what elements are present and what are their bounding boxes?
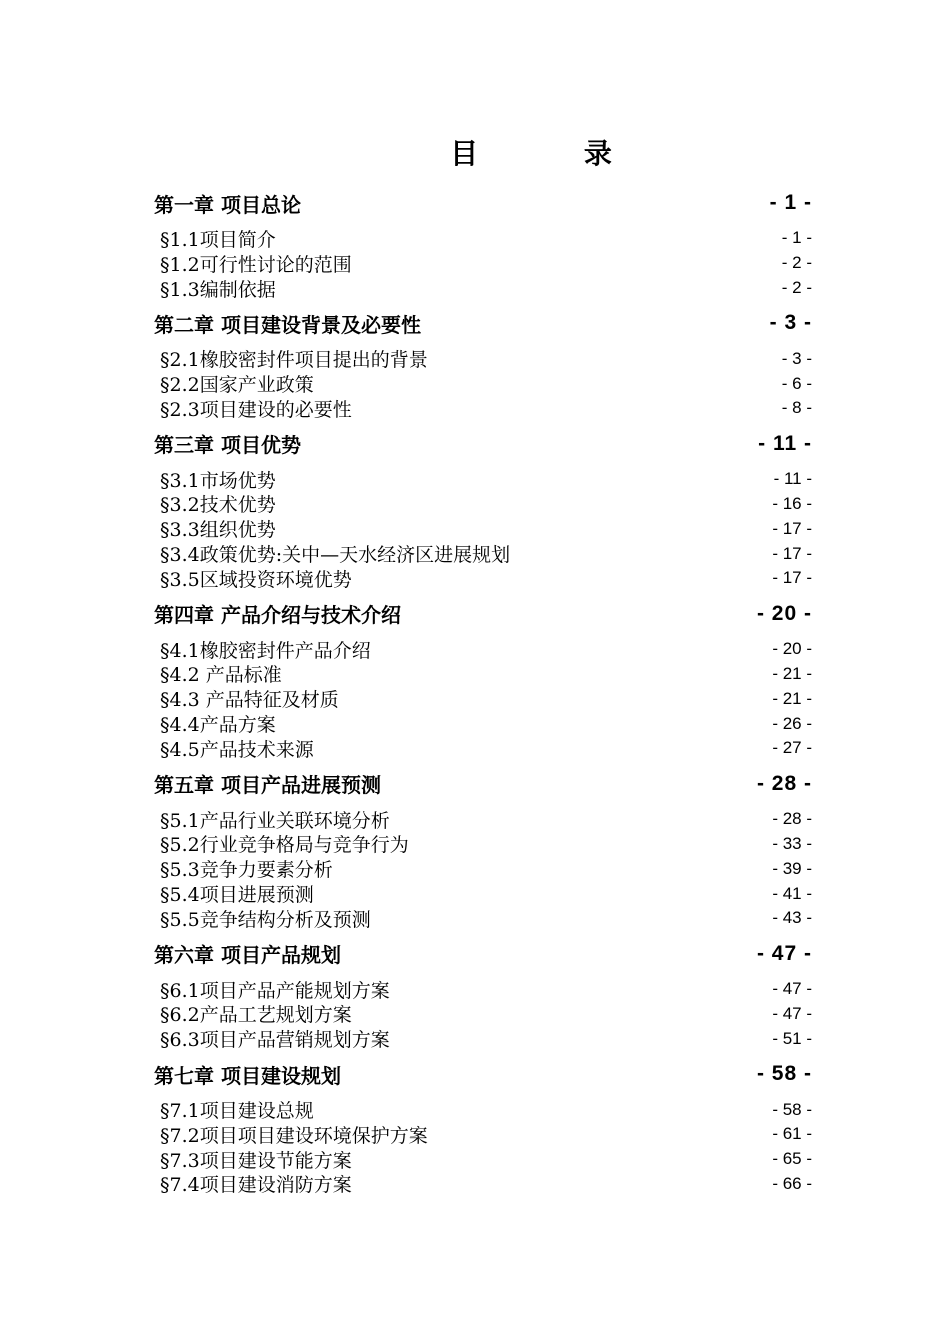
section-page-number: - 27 - [772,738,812,758]
section-title: §4.5产品技术来源 [160,738,314,761]
toc-chapter-row[interactable] [154,427,812,461]
section-title: §4.2 产品标准 [160,664,282,687]
toc-section-list [154,631,812,767]
toc-chapter-row[interactable] [154,937,812,971]
section-title: §3.5区域投资环境优势 [160,568,352,591]
toc-section-row[interactable] [154,467,812,492]
toc-section-list [154,340,812,426]
section-page-number: - 2 - [781,277,812,297]
toc-chapter-row[interactable] [154,767,812,801]
section-page-number: - 16 - [772,493,812,513]
section-page-number: - 51 - [772,1028,812,1048]
toc-section-list [154,971,812,1057]
section-page-number: - 2 - [781,253,812,273]
section-page-number: - 21 - [772,688,812,708]
chapter-page-number: - 47 - [756,941,812,965]
toc-section-row[interactable] [154,566,812,591]
section-page-number: - 33 - [772,833,812,853]
chapter-page-number: - 20 - [756,601,812,625]
section-page-number: - 17 - [772,543,812,563]
section-page-number: - 3 - [781,348,812,368]
section-title: §5.4项目进展预测 [160,884,314,907]
section-title: §3.3组织优势 [160,519,276,542]
chapter-title: 第三章 项目优势 [154,433,301,458]
toc-section-list [154,1091,812,1202]
toc-chapter-row[interactable] [154,186,812,220]
toc-section-list [154,461,812,597]
toc-chapter-row[interactable] [154,1057,812,1091]
toc-section-row[interactable] [154,1122,812,1147]
section-title: §2.2国家产业政策 [160,374,314,397]
toc-section-row[interactable] [154,1147,812,1172]
toc-section-row[interactable] [154,541,812,566]
section-page-number: - 26 - [772,713,812,733]
toc-section-row[interactable] [154,1026,812,1051]
section-page-number: - 41 - [772,883,812,903]
toc-section-row[interactable] [154,492,812,517]
section-title: §7.3项目建设节能方案 [160,1149,352,1172]
section-page-number: - 66 - [772,1173,812,1193]
toc-section-row[interactable] [154,686,812,711]
toc-section-row[interactable] [154,856,812,881]
section-title: §5.3竞争力要素分析 [160,859,333,882]
chapter-title: 第四章 产品介绍与技术介绍 [154,603,401,628]
section-page-number: - 11 - [773,469,812,489]
chapter-page-number: - 11 - [758,431,812,455]
toc-section-row[interactable] [154,251,812,276]
chapter-title: 第五章 项目产品进展预测 [154,773,381,798]
toc-section-list [154,220,812,306]
toc-section-row[interactable] [154,276,812,301]
chapter-title: 第七章 项目建设规划 [154,1063,341,1088]
chapter-page-number: - 3 - [769,311,812,335]
toc-chapter-row[interactable] [154,306,812,340]
toc-section-row[interactable] [154,346,812,371]
toc-section-row[interactable] [154,711,812,736]
toc-section-row[interactable] [154,226,812,251]
section-title: §5.2行业竞争格局与竞争行为 [160,834,409,857]
toc-section-row[interactable] [154,1002,812,1027]
section-page-number: - 58 - [772,1099,812,1119]
section-title: §6.2产品工艺规划方案 [160,1004,352,1027]
section-page-number: - 61 - [772,1124,812,1144]
section-title: §4.4产品方案 [160,714,276,737]
chapter-page-number: - 58 - [756,1062,812,1086]
section-title: §7.4项目建设消防方案 [160,1174,352,1197]
toc-section-row[interactable] [154,1097,812,1122]
section-page-number: - 6 - [781,373,812,393]
section-title: §3.1市场优势 [160,469,276,492]
section-title: §3.4政策优势:关中—天水经济区进展规划 [160,544,511,567]
toc-section-row[interactable] [154,516,812,541]
toc-section-row[interactable] [154,1172,812,1197]
section-title: §7.2项目项目建设环境保护方案 [160,1124,428,1147]
section-page-number: - 20 - [772,639,812,659]
section-title: §6.1项目产品产能规划方案 [160,979,390,1002]
toc-section-row[interactable] [154,881,812,906]
section-title: §1.3编制依据 [160,278,276,301]
chapter-title: 第一章 项目总论 [154,192,301,217]
section-title: §5.1产品行业关联环境分析 [160,809,390,832]
chapter-page-number: - 28 - [756,771,812,795]
toc-section-row[interactable] [154,637,812,662]
section-page-number: - 17 - [772,568,812,588]
section-title: §5.5竞争结构分析及预测 [160,908,371,931]
section-title: §4.3 产品特征及材质 [160,689,339,712]
section-page-number: - 47 - [772,979,812,999]
section-title: §2.3项目建设的必要性 [160,398,352,421]
table-of-contents [154,186,812,1202]
section-title: §1.1项目简介 [160,228,276,251]
section-page-number: - 39 - [772,858,812,878]
section-title: §2.1橡胶密封件项目提出的背景 [160,349,428,372]
section-title: §7.1项目建设总规 [160,1100,314,1123]
section-page-number: - 28 - [772,809,812,829]
section-page-number: - 8 - [781,398,812,418]
section-title: §1.2可行性讨论的范围 [160,253,352,276]
toc-section-row[interactable] [154,906,812,931]
toc-section-row[interactable] [154,396,812,421]
toc-section-list [154,801,812,937]
section-page-number: - 47 - [772,1003,812,1023]
toc-section-row[interactable] [154,736,812,761]
toc-section-row[interactable] [154,662,812,687]
section-title: §3.2技术优势 [160,494,276,517]
chapter-title: 第六章 项目产品规划 [154,943,341,968]
section-page-number: - 17 - [772,518,812,538]
section-title: §4.1橡胶密封件产品介绍 [160,639,371,662]
toc-section-row[interactable] [154,977,812,1002]
toc-title: 目 录 [450,137,660,170]
toc-section-row[interactable] [154,832,812,857]
section-title: §6.3项目产品营销规划方案 [160,1029,390,1052]
section-page-number: - 43 - [772,908,812,928]
chapter-title: 第二章 项目建设背景及必要性 [154,312,421,337]
toc-section-row[interactable] [154,371,812,396]
toc-chapter-row[interactable] [154,597,812,631]
section-page-number: - 1 - [781,228,812,248]
chapter-page-number: - 1 - [769,191,812,214]
section-page-number: - 65 - [772,1149,812,1169]
toc-section-row[interactable] [154,807,812,832]
section-page-number: - 21 - [772,663,812,683]
